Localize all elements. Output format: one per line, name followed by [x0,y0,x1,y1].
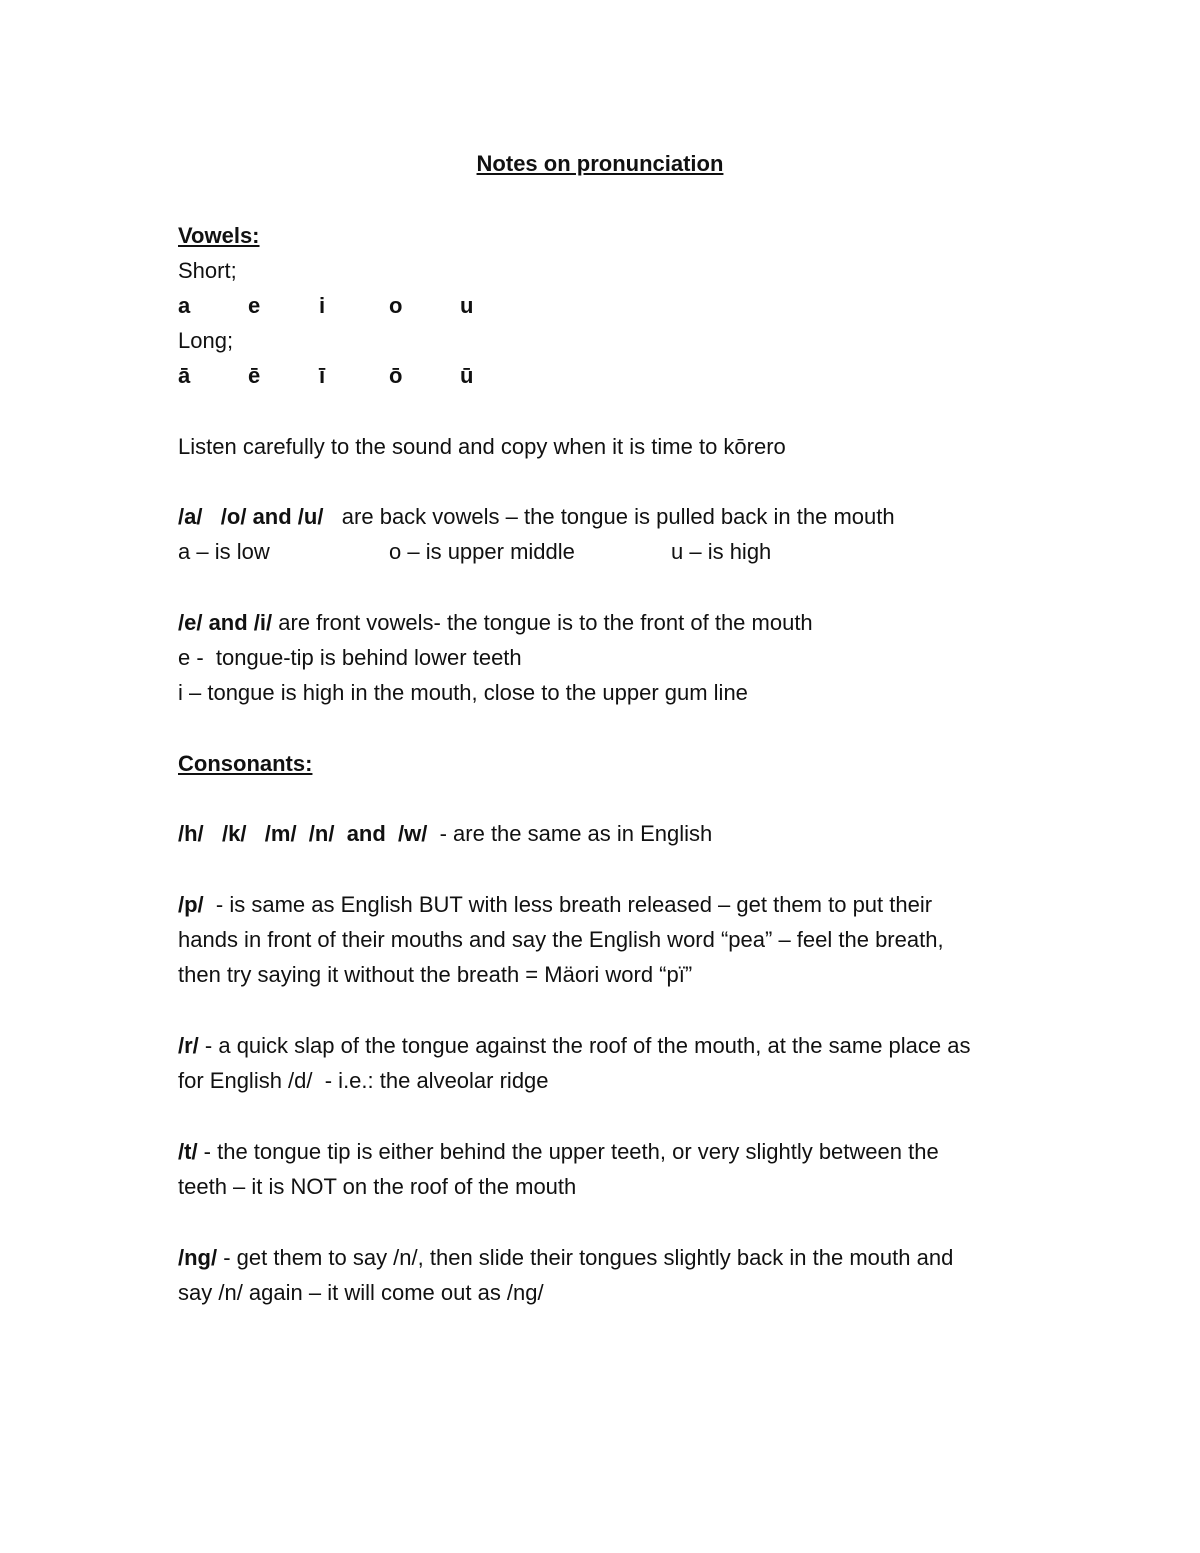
long-vowel-u: ū [460,363,474,388]
short-vowel-u: u [460,293,474,318]
r-symbol: /r/ [178,1033,199,1058]
long-vowel-o: ō [389,363,403,388]
t-text-1: - the tongue tip is either behind the upper teeth, or very slightly between the [197,1139,939,1164]
ng-text-1: - get them to say /n/, then slide their tongues slightly back in the mouth and [217,1245,954,1270]
back-vowel-a: a – is low [178,539,270,564]
front-vowel-i: i – tongue is high in the mouth, close to the upper gum line [178,680,748,705]
long-vowel-a: ā [178,363,191,388]
r-text-1: - a quick slap of the tongue against the roof of the mouth, at the same place as [198,1033,971,1058]
same-consonants-line [178,820,712,848]
long-vowel-i: ī [319,363,326,388]
short-label: Short; [178,258,237,283]
back-vowel-u: u – is high [671,539,772,564]
short-vowel-e: e [248,293,261,318]
ng-line-1 [178,1244,953,1272]
back-vowel-o: o – is upper middle [389,539,575,564]
p-line-3: then try saying it without the breath = Mäori word “pï” [178,962,693,987]
p-text-1: - is same as English BUT with less breath released – get them to put their [203,892,933,917]
p-line-2: hands in front of their mouths and say the English word “pea” – feel the breath, [178,927,944,952]
front-vowel-e: e - tongue-tip is behind lower teeth [178,645,522,670]
t-symbol: /t/ [178,1139,198,1164]
t-line-2: teeth – it is NOT on the roof of the mouth [178,1174,577,1199]
front-vowels-symbols: /e/ and /i/ [178,610,273,635]
consonants-heading: Consonants: [178,751,313,776]
page-title: Notes on pronunciation [476,151,724,176]
ng-line-2: say /n/ again – it will come out as /ng/ [178,1280,544,1305]
r-line-1 [178,1032,971,1060]
short-vowel-i: i [319,293,326,318]
p-symbol: /p/ [178,892,204,917]
front-vowels-line [178,609,813,637]
back-vowels-line [178,503,895,531]
long-label: Long; [178,328,234,353]
t-line-1 [178,1138,939,1166]
front-vowels-text: are front vowels- the tongue is to the front of the mouth [272,610,813,635]
same-consonants-symbols: /h/ /k/ /m/ /n/ and /w/ [178,821,428,846]
back-vowels-text: are back vowels – the tongue is pulled back in the mouth [323,504,895,529]
back-vowels-symbols: /a/ /o/ and /u/ [178,504,324,529]
ng-symbol: /ng/ [178,1245,218,1270]
same-consonants-text: - are the same as in English [427,821,713,846]
r-line-2: for English /d/ - i.e.: the alveolar ridge [178,1068,549,1093]
short-vowel-o: o [389,293,403,318]
short-vowel-a: a [178,293,191,318]
p-line-1 [178,891,932,919]
long-vowel-e: ē [248,363,261,388]
vowels-heading: Vowels: [178,223,260,248]
listen-note: Listen carefully to the sound and copy when it is time to kōrero [178,434,786,459]
